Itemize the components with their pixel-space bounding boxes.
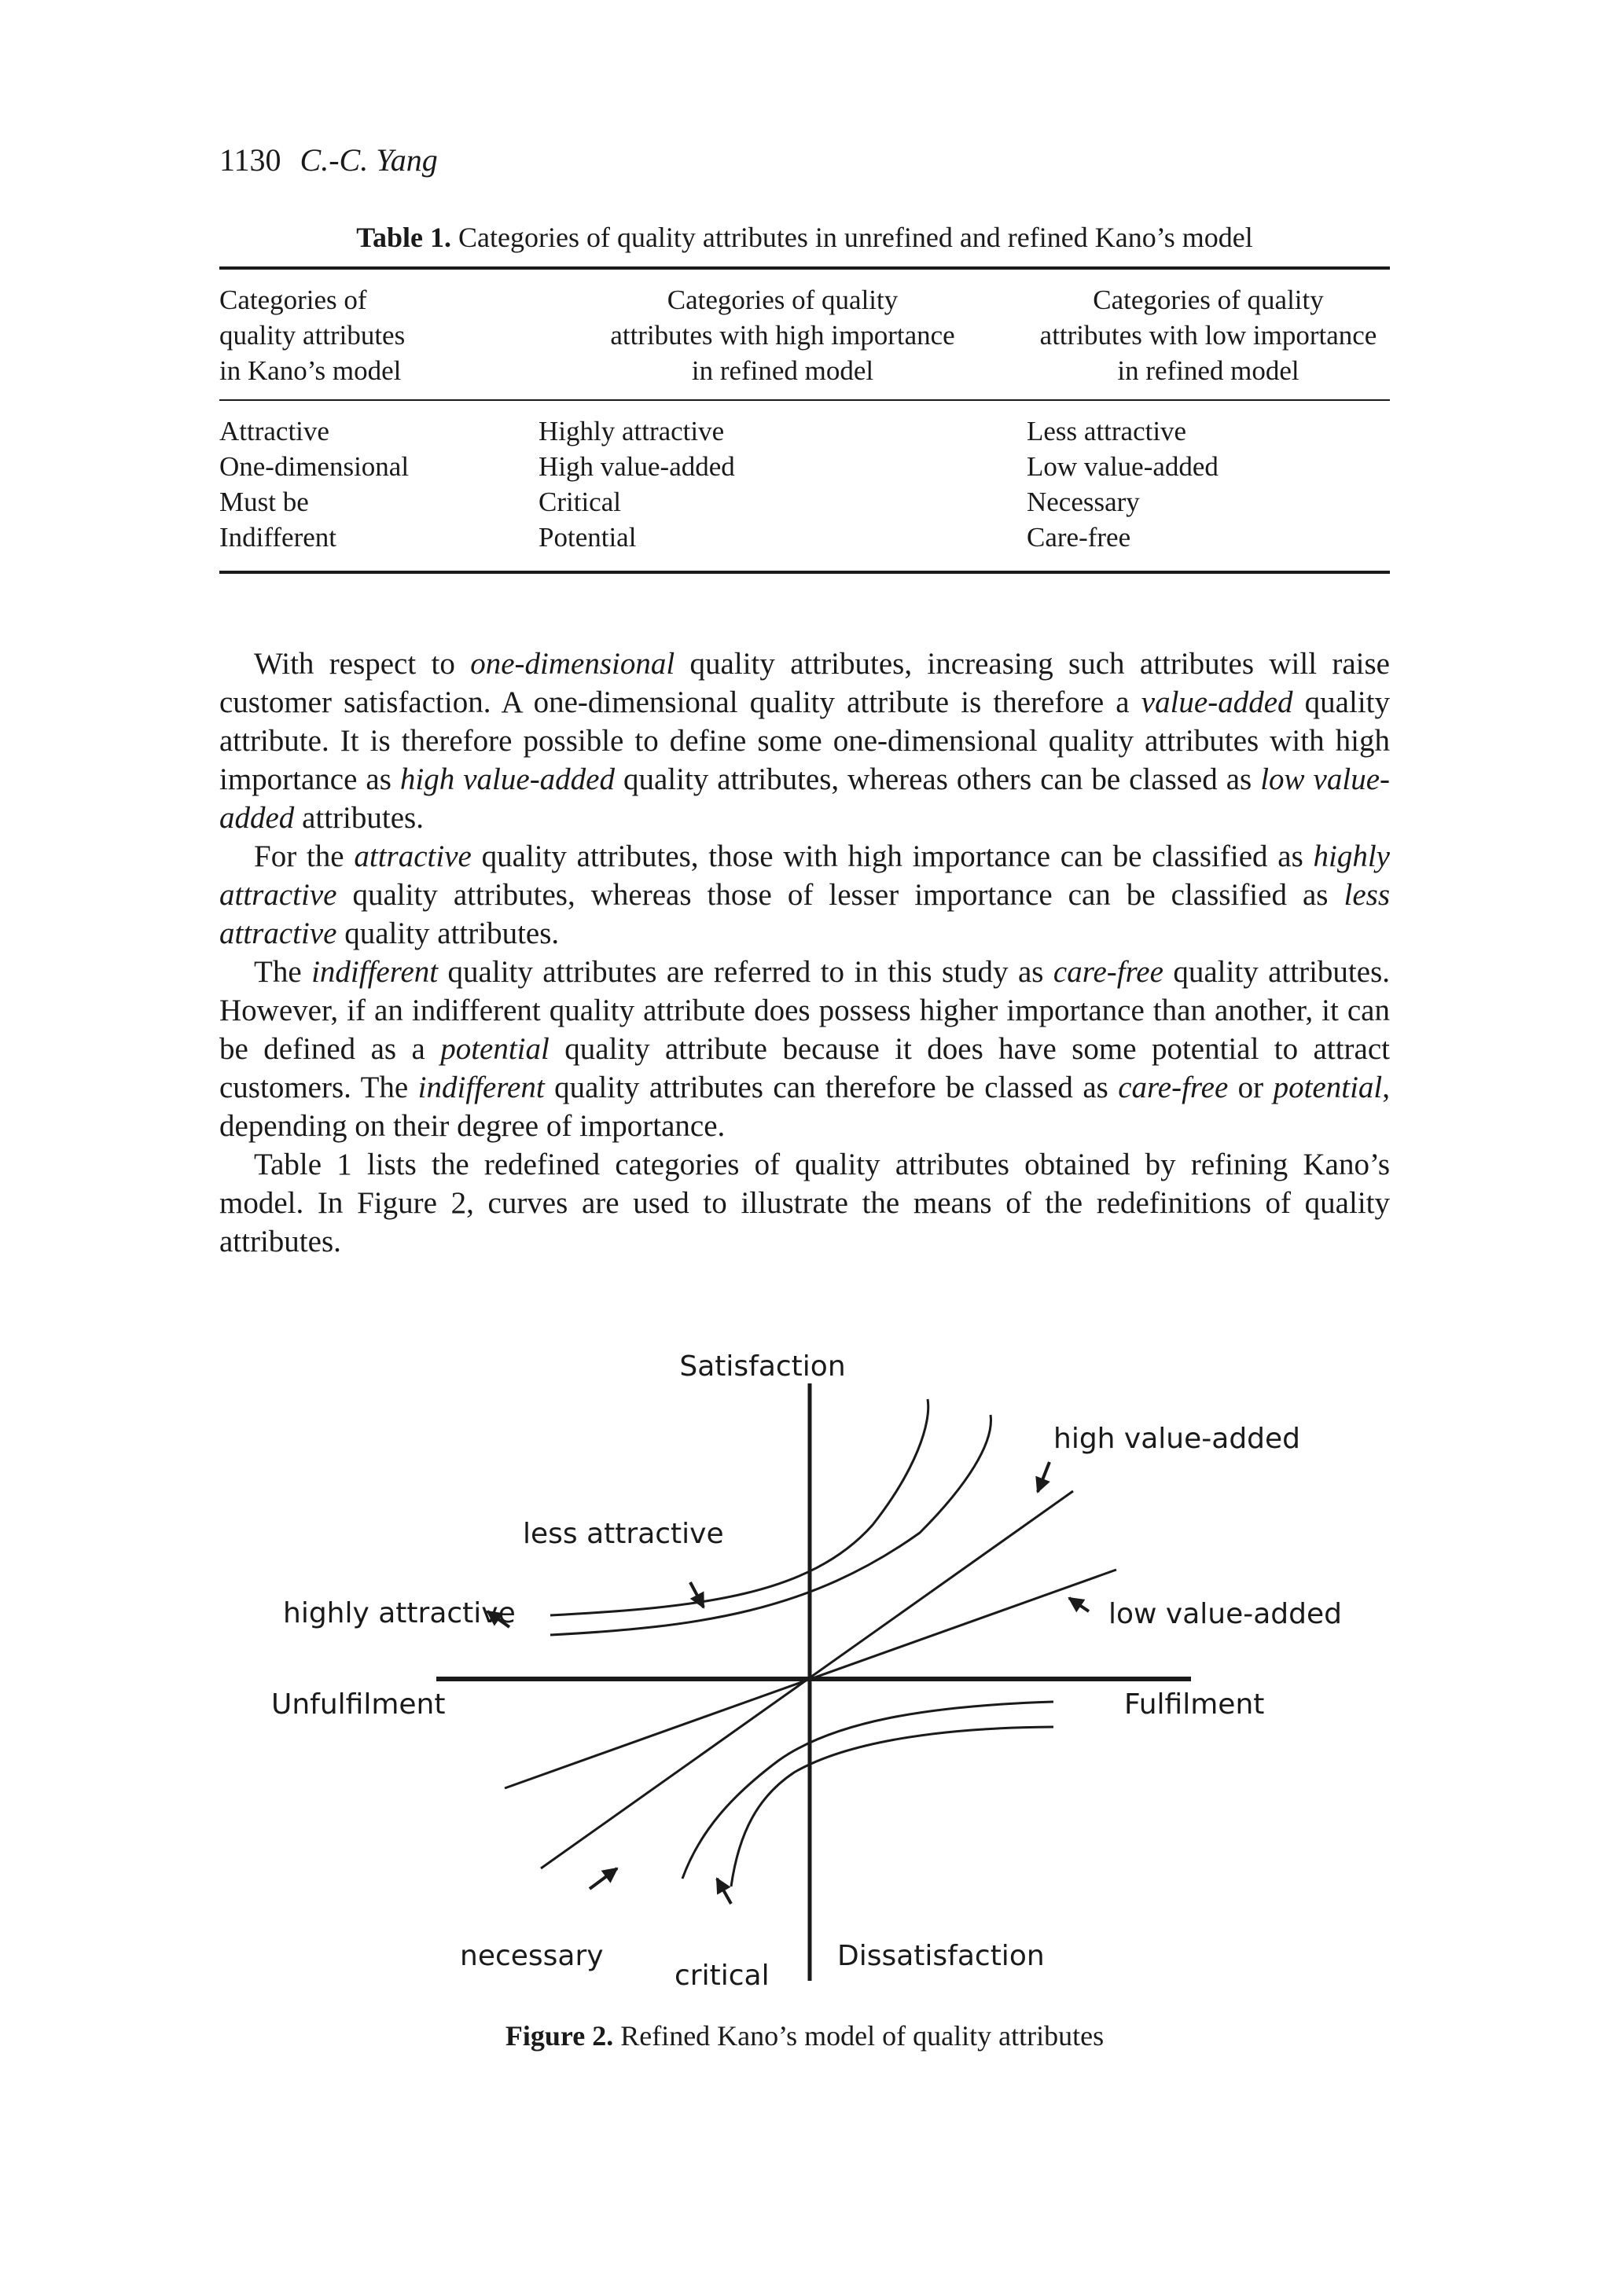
table-cell: Care-free <box>1027 522 1131 553</box>
table-caption <box>219 220 1390 255</box>
kano-diagram <box>259 1344 1360 2012</box>
less-attractive-label: less attractive <box>523 1518 724 1550</box>
fulfilment-label: Fulfilment <box>1124 1688 1265 1721</box>
table-cell: Critical <box>539 487 621 517</box>
categories-table <box>219 266 1390 574</box>
high-value-added-label: high value-added <box>1053 1423 1301 1455</box>
critical-curve <box>731 1727 1053 1886</box>
highly-attractive-curve <box>550 1399 928 1615</box>
low-value-added-arrow <box>1069 1598 1089 1611</box>
paragraph-3: The indifferent quality attributes are referred to in this study as care-free quality attributes. However, if an indifferent quality attribute does possess higher importance than another, it can be defined as a potential quality attribute because it does have some potential to attract customers. The indifferent quality attributes can therefore be classed as care-free or potential, depending on their degree of importance. <box>219 955 1390 1143</box>
table-header-row <box>219 268 1390 400</box>
body-text <box>219 645 1390 1261</box>
table-cell: Potential <box>539 522 637 553</box>
table-header-cell: Categories of quality attributes with low importance in refined model <box>1039 285 1377 386</box>
running-author: C.-C. Yang <box>300 142 438 178</box>
figure-caption <box>219 2019 1390 2053</box>
satisfaction-label: Satisfaction <box>679 1350 846 1383</box>
table-cell: Indifferent <box>219 522 337 553</box>
table-row <box>219 484 1390 520</box>
highly-attractive-label: highly attractive <box>283 1597 516 1629</box>
figure-caption-text: Refined Kano’s model of quality attributes <box>620 2020 1105 2052</box>
paragraph-4: Table 1 lists the redefined categories of quality attributes obtained by refining Kano’s model. In Figure 2, curves are used to illustrate the means of the redefinitions of quality attributes. <box>219 1148 1390 1258</box>
page-number: 1130 <box>219 142 281 178</box>
table-cell: Highly attractive <box>539 416 725 446</box>
table-cell: Low value-added <box>1027 451 1219 482</box>
critical-label: critical <box>675 1960 770 1992</box>
critical-arrow <box>717 1879 731 1904</box>
table-cell: Less attractive <box>1027 416 1187 446</box>
table-cell: High value-added <box>539 451 735 482</box>
running-header <box>219 141 438 179</box>
figure-2 <box>259 1344 1360 2012</box>
table-caption-label: Table 1. <box>356 222 451 253</box>
low-value-added-label: low value-added <box>1108 1598 1342 1630</box>
unfulfilment-label: Unfulfilment <box>271 1688 446 1721</box>
table-cell: Must be <box>219 487 309 517</box>
dissatisfaction-label: Dissatisfaction <box>837 1940 1045 1972</box>
table-header-cell: Categories of quality attributes with high importance in refined model <box>610 285 955 386</box>
table-header-cell: Categories of quality attributes in Kano’s model <box>219 285 406 386</box>
necessary-arrow <box>590 1868 617 1889</box>
table-row <box>219 449 1390 484</box>
table-row <box>219 520 1390 572</box>
table-cell: Attractive <box>219 416 329 446</box>
table-1 <box>219 266 1390 574</box>
paragraph-2: For the attractive quality attributes, those with high importance can be classified as highly attractive quality attributes, whereas those of lesser importance can be classified as less attractive quality attributes. <box>219 839 1390 950</box>
necessary-label: necessary <box>460 1940 604 1972</box>
table-cell: One-dimensional <box>219 451 410 482</box>
figure-caption-label: Figure 2. <box>505 2020 614 2052</box>
table-cell: Necessary <box>1027 487 1140 517</box>
table-caption-text: Categories of quality attributes in unrefined and refined Kano’s model <box>458 222 1253 253</box>
table-row <box>219 400 1390 449</box>
high-value-added-arrow <box>1038 1462 1049 1492</box>
paragraph-1: With respect to one-dimensional quality attributes, increasing such attributes will raise customer satisfaction. A one-dimensional quality attribute is therefore a value-added quality attribute. It is therefore possible to define some one-dimensional quality attributes with high importance as high value-added quality attributes, whereas others can be classed as low value-added attributes. <box>219 647 1391 835</box>
